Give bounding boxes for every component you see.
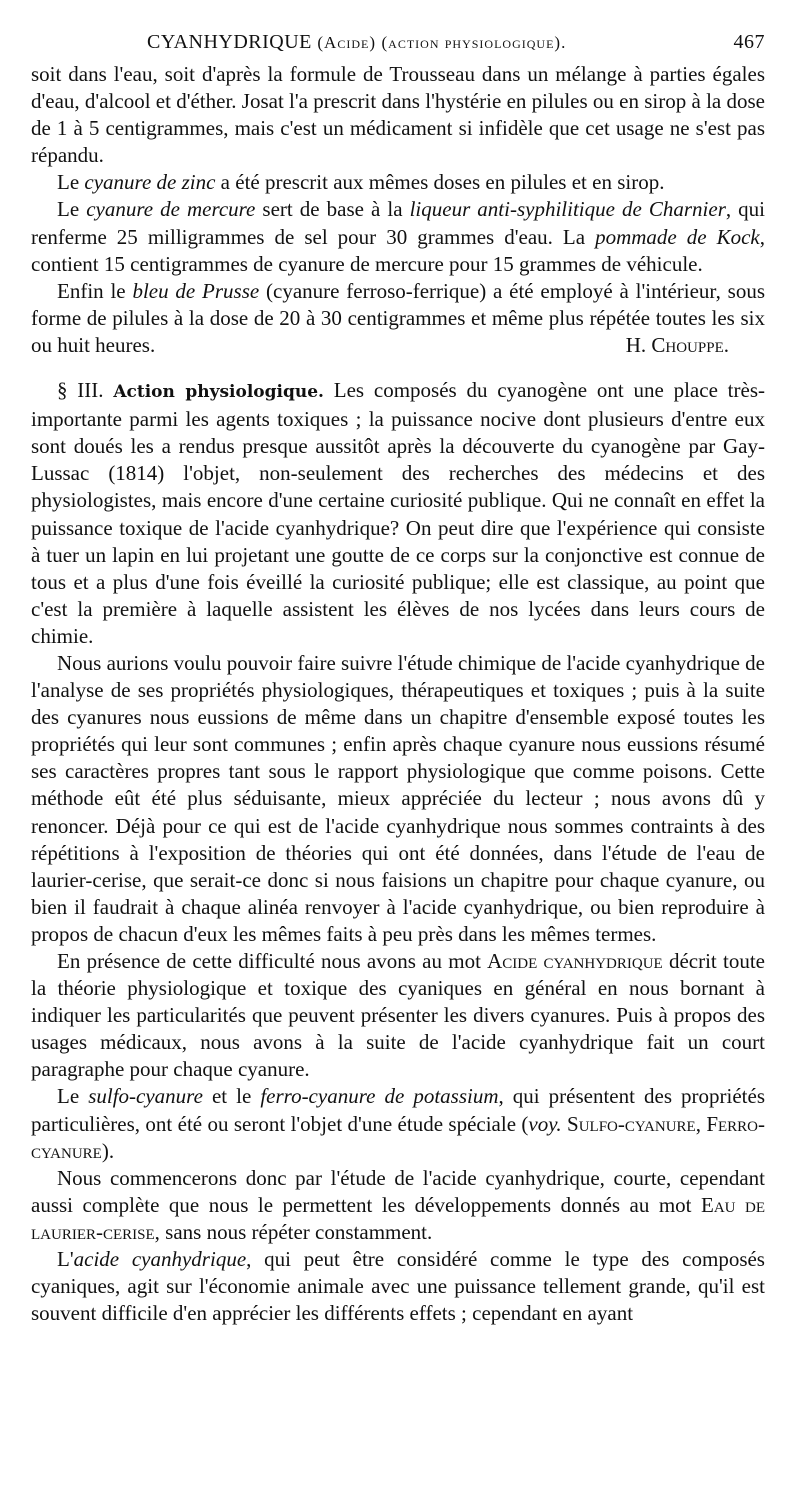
italic-term: pommade de Kock (595, 224, 760, 249)
italic-term: voy. (528, 1111, 562, 1136)
text-span: , qui présentent des propriétés particulières, ont été ou seront l'objet d'une étude spéciale ( (31, 1084, 766, 1136)
text-span: , qui renferme 25 milligrammes de sel pour 30 grammes d'eau. La (31, 197, 766, 249)
italic-term: liqueur anti-syphilitique de Charnier (409, 197, 726, 222)
text-span: a été prescrit aux mêmes doses en pilules et en sirop. (215, 170, 665, 195)
text-span: Le (57, 197, 87, 222)
paragraph-acide (31, 1246, 765, 1327)
section-title: Action physiologique. (113, 382, 324, 403)
italic-term: bleu de Prusse (132, 278, 260, 303)
paragraph-prusse (31, 278, 765, 359)
title-sub1: (Acide) (317, 33, 376, 52)
paragraph-method: Nous aurions voulu pouvoir faire suivre l'étude chimique de l'acide cyanhydrique de l'analyse de ses propriétés physiologiques, thérapeutiques et toxiques ; puis à la suite des cyanures nous eussions de même dans un chapitre d'ensemble exposé toutes les propriétés qui leur sont communes ; enfin après chaque cyanure nous eussions résumé ses caractères propres tant sous le rapport physiologique que comme poisons. Cette méthode eût été plus séduisante, mieux appréciée du lecteur ; nous avons dû y renoncer. Déjà pour ce qui est de l'acide cyanhydrique nous sommes contraints à des répétitions à l'exposition de théories qui ont été données, dans l'étude de l'eau de laurier-cerise, que serait-ce donc si nous faisions un chapitre pour chaque cyanure, ou bien il faudrait à chaque alinéa renvoyer à l'acide cyanhydrique, ou bien reproduire à propos de chacun d'eux les mêmes faits à peu près dans les mêmes termes. (31, 650, 765, 946)
text-span: , sans nous répéter constamment. (154, 1219, 433, 1244)
cross-reference: Acide cyanhydrique (487, 949, 663, 973)
author-signature: H. Chouppe. (625, 332, 729, 357)
italic-term: sulfo-cyanure (88, 1084, 203, 1109)
paragraph-zinc (31, 169, 765, 196)
page-number: 467 (733, 31, 765, 53)
text-span: , contient 15 centigrammes de cyanure de mercure pour 15 grammes de véhicule. (31, 224, 765, 276)
title-main: CYANHYDRIQUE (147, 31, 312, 53)
text-span: décrit toute la théorie physiologique et toxique des cyaniques en général en nous bornant à indiquer les particularités que peuvent présenter les divers cyanures. Puis à propos des usages médicaux, nous avons à la suite de l'acide cyanhydrique fait un court paragraphe pour chaque cyanure. (31, 949, 765, 1082)
text-span: Le (57, 1084, 89, 1109)
italic-term: acide cyanhydrique (73, 1247, 247, 1272)
paragraph-commence (31, 1165, 765, 1246)
page (31, 27, 765, 1327)
text-span: L' (57, 1247, 74, 1272)
italic-term: ferro-cyanure de potassium (260, 1084, 499, 1109)
running-title (147, 31, 566, 54)
text-span: Les composés du cyanogène ont une place très-importante parmi les agents toxiques ; la puissance nocive dont plusieurs d'entre eux sont doués les a rendus presque aussitôt après la découverte du cyanogène par Gay-Lussac (1814) l'objet, non-seulement des recherches des médecins et des physiologistes, mais encore d'une certaine curiosité publique. Qui ne connaît en effet la puissance toxique de l'acide cyanhydrique? On peut dire que l'expérience qui consiste à tuer un lapin en lui projetant une goutte de ce corps sur la conjonctive est connue de tous et a plus d'une fois éveillé la curiosité publique; elle est classique, au point que c'est la première à laquelle assistent les élèves de nos lycées dans leurs cours de chimie. (31, 378, 766, 648)
title-sub2: (action physiologique). (381, 33, 567, 52)
text-span: ). (101, 1138, 115, 1163)
section-3-intro (31, 377, 765, 650)
italic-term: cyanure de zinc (84, 170, 216, 195)
paragraph-mercure (31, 196, 765, 277)
italic-term: cyanure de mercure (86, 197, 256, 222)
paragraph-sulfo (31, 1083, 765, 1164)
text-span: , qui peut être considéré comme le type des composés cyaniques, agit sur l'économie animale avec une puissance tellement grande, qu'il est souvent difficile d'en apprécier les différents effets ; cependant en ayant (31, 1247, 765, 1326)
text-span: Enfin le (57, 278, 133, 303)
cross-reference: Sulfo-cyanure, Ferro-cyanure (31, 1111, 766, 1163)
text-span: En présence de cette difficulté nous avons au mot (57, 949, 488, 973)
text-span: (cyanure ferroso-ferrique) a été employé à l'intérieur, sous forme de pilules à la dose de 20 à 30 centigrammes et même plus répétée toutes les six ou huit heures. (31, 278, 765, 357)
section-gap (31, 359, 765, 377)
text-span: et le (202, 1084, 261, 1109)
paragraph-difficulty (31, 948, 765, 1083)
text-span: Le (57, 170, 85, 195)
running-head (31, 27, 765, 61)
text-span: sert de base à la (255, 197, 410, 222)
text-span: Nous commencerons donc par l'étude de l'acide cyanhydrique, courte, cependant aussi complète que nous le permettent les développements donnés au mot (31, 1165, 765, 1217)
cross-reference: Eau de laurier-cerise (31, 1192, 765, 1244)
section-number: § III. (57, 378, 104, 403)
paragraph-1: soit dans l'eau, soit d'après la formule de Trousseau dans un mélange à parties égales d'eau, d'alcool et d'éther. Josat l'a prescrit dans l'hystérie en pilules ou en sirop à la dose de 1 à 5 centigrammes, mais c'est un médicament si infidèle que cet usage ne s'est pas répandu. (31, 62, 765, 168)
